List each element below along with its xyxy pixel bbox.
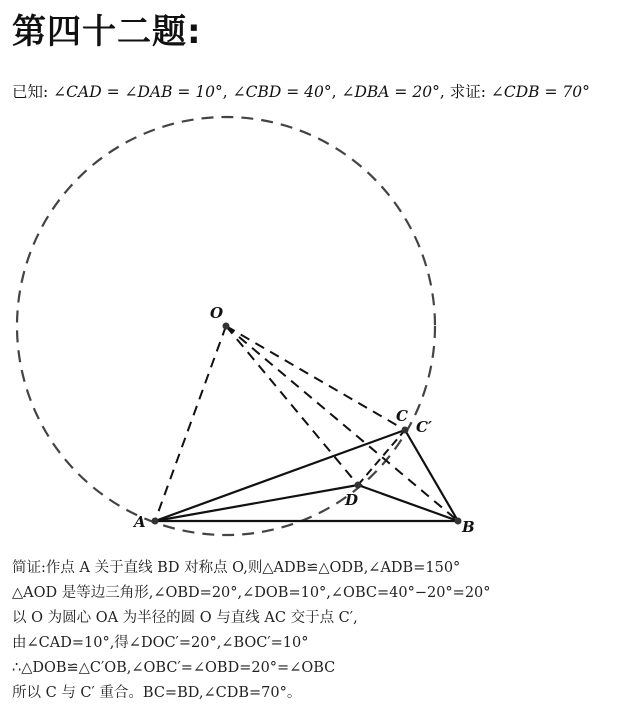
given-condition-2: ∠CBD = 40° — [232, 83, 332, 101]
prove-label: 求证: — [449, 83, 486, 101]
geometry-figure — [0, 110, 640, 550]
proof-line: ∴△DOB≌△C′OB,∠OBC′=∠OBD=20°=∠OBC — [12, 660, 336, 676]
given-condition-1: ∠CAD = ∠DAB = 10° — [53, 83, 223, 101]
problem-title: 第四十二题: — [12, 12, 202, 52]
given-label: 已知: — [12, 83, 49, 101]
given-condition-3: ∠DBA = 20° — [341, 83, 440, 101]
segment-ac — [155, 430, 405, 521]
label-c-prime: C′ — [416, 418, 432, 436]
proof-line: 简证:作点 A 关于直线 BD 对称点 O,则△ADB≌△ODB,∠ADB=150° — [12, 560, 461, 576]
segment-oc — [226, 326, 405, 430]
label-a: A — [134, 513, 146, 531]
proof-line: 由∠CAD=10°,得∠DOC′=20°,∠BOC′=10° — [12, 635, 309, 651]
point-b — [455, 518, 462, 525]
segment-oa — [155, 326, 226, 521]
segment-cb — [405, 430, 458, 521]
label-o: O — [210, 304, 224, 322]
proof-line: △AOD 是等边三角形,∠OBD=20°,∠DOB=10°,∠OBC=40°−20°=20° — [12, 585, 491, 601]
proof-section — [12, 556, 491, 706]
proof-line: 以 O 为圆心 OA 为半径的圆 O 与直线 AC 交于点 C′, — [12, 610, 358, 626]
given-statement: 已知: ∠CAD = ∠DAB = 10°, ∠CBD = 40°, ∠DBA = 20°, 求证: ∠CDB = 70° — [12, 83, 590, 101]
point-c — [402, 427, 409, 434]
label-c: C — [396, 407, 408, 425]
proof-line: 所以 C 与 C′ 重合。BC=BD,∠CDB=70°。 — [12, 685, 302, 701]
point-d — [355, 482, 362, 489]
segment-ad — [155, 485, 358, 521]
segment-od — [226, 326, 358, 485]
segment-db — [358, 485, 458, 521]
point-a — [152, 518, 159, 525]
point-o — [223, 323, 230, 330]
label-b: B — [462, 518, 475, 536]
prove-statement: ∠CDB = 70° — [490, 83, 590, 101]
label-d: D — [345, 491, 359, 509]
